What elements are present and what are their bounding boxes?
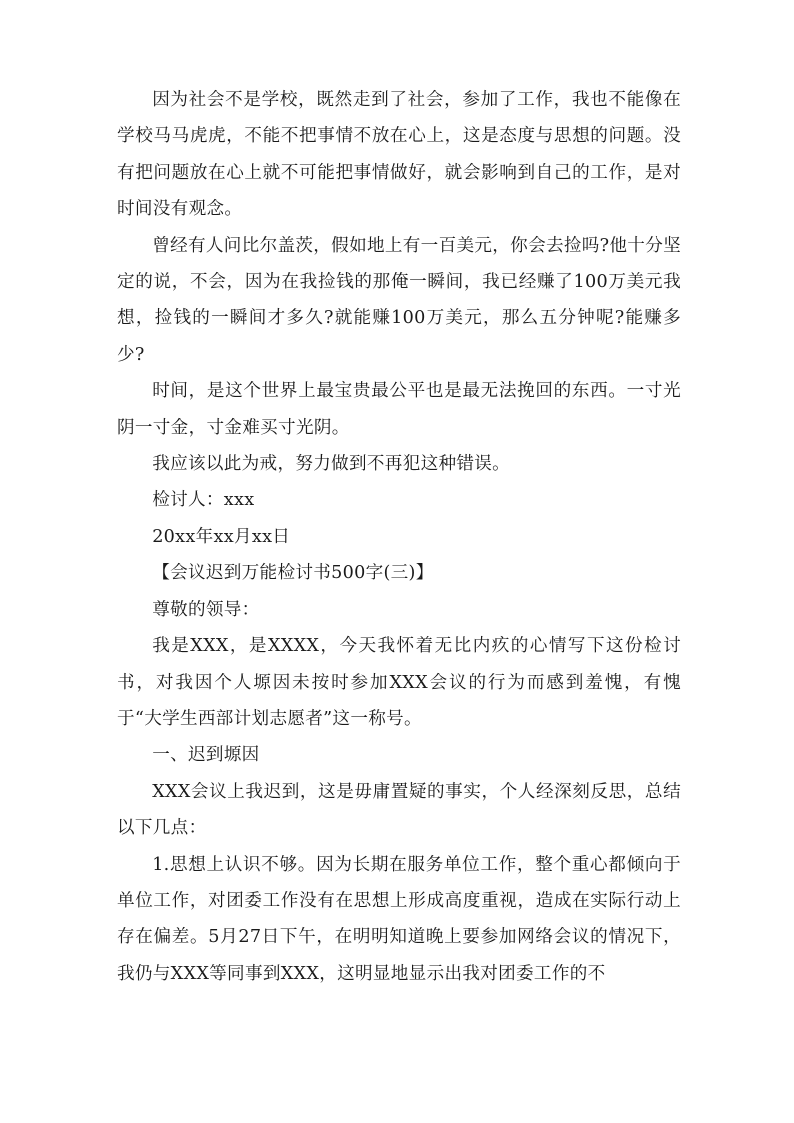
subheading-reasons: 一、迟到塬因	[152, 745, 260, 766]
document-body	[117, 82, 681, 992]
paragraph-society-not-school: 因为社会不是学校，既然走到了社会，参加了工作，我也不能像在学校马马虎虎，不能不把事情不放在心上，这是态度与思想的问题。没有把问题放在心上就不可能把事情做好，就会影响到自己的工作，是对时间没有观念。	[117, 90, 681, 220]
signature-line: 检讨人：xxx	[152, 490, 255, 511]
paragraph-resolution: 我应该以此为戒，努力做到不再犯这种错误。	[152, 454, 511, 475]
paragraph-lateness-fact: XXX会议上我迟到，这是毋庸置疑的事实，个人经深刻反思，总结以下几点：	[117, 781, 681, 839]
section-heading-three: 【会议迟到万能检讨书500字(三)】	[152, 563, 434, 584]
paragraph-introduction: 我是XXX，是XXXX，今天我怀着无比内疚的心情写下这份检讨书，对我因个人塬因未按时参加XXX会议的行为而感到羞愧，有愧于“大学生西部计划志愿者”这一称号。	[117, 636, 681, 729]
paragraph-bill-gates-anecdote: 曾经有人问比尔盖茨，假如地上有一百美元，你会去捡吗?他十分坚定的说，不会，因为在我捡钱的那俺一瞬间，我已经赚了100万美元我想，捡钱的一瞬间才多久?就能赚100万美元，那么五分钟呢?能赚多少?	[117, 235, 681, 365]
paragraph-point-one: 1.思想上认识不够。因为长期在服务单位工作，整个重心都倾向于单位工作，对团委工作没有在思想上形成高度重视，造成在实际行动上存在偏差。5月27日下午，在明明知道晚上要参加网络会议的情况下，我仍与XXX等同事到XXX，这明显地显示出我对团委工作的不	[117, 854, 681, 984]
date-line: 20xx年xx月xx日	[152, 526, 291, 547]
salutation: 尊敬的领导：	[152, 599, 260, 620]
paragraph-time-precious: 时间，是这个世界上最宝贵最公平也是最无法挽回的东西。一寸光阴一寸金，寸金难买寸光阴。	[117, 381, 681, 438]
